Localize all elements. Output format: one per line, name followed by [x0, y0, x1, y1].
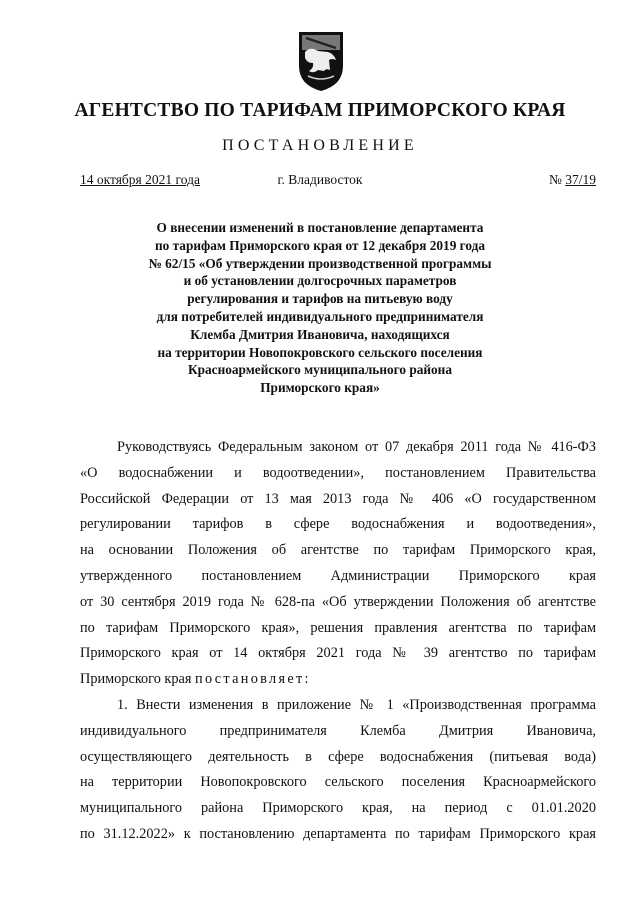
document-city: г. Владивосток: [277, 172, 363, 187]
body-line: Приморского края от 14 октября 2021 года № 39 агентство по тарифам: [80, 645, 596, 662]
document-title: [60, 219, 580, 397]
title-line: О внесении изменений в постановление департамента: [156, 220, 484, 235]
coat-of-arms-icon: [296, 30, 346, 92]
title-line: Приморского края»: [260, 380, 380, 396]
body-line: на основании Положения об агентстве по тарифам Приморского края,: [80, 542, 596, 559]
body-line: муниципального района Приморского края, на период с 01.01.2020: [80, 800, 596, 817]
title-line: и об установлении долгосрочных параметров: [183, 273, 457, 289]
document-body: [80, 435, 596, 848]
body-line: на территории Новопокровского сельского поселения Красноармейского: [80, 774, 596, 791]
body-line: от 30 сентября 2019 года № 628-па «Об утверждении Положения об агентстве: [80, 593, 596, 610]
body-line: Российской Федерации от 13 мая 2013 года № 406 «О государственном: [80, 490, 596, 507]
body-line: Руководствуясь Федеральным законом от 07 декабря 2011 года № 416-ФЗ: [117, 439, 596, 455]
number-prefix: №: [548, 172, 566, 187]
title-line: для потребителей индивидуального предпринимателя: [156, 308, 484, 324]
document-number: [549, 172, 596, 188]
body-line: осуществляющего деятельность в сфере водоснабжения (питьевая вода): [80, 748, 596, 765]
title-line: по тарифам Приморского края от 12 декабря 2019 года: [154, 237, 486, 253]
body-line: индивидуального предпринимателя Клемба Дмитрия Ивановича,: [80, 722, 596, 739]
body-text: Приморского края: [80, 671, 196, 688]
number-value: 37/19: [565, 172, 596, 187]
body-line: по тарифам Приморского края», решения правления агентства по тарифам: [80, 619, 596, 636]
title-line: на территории Новопокровского сельского поселения: [157, 344, 483, 360]
title-line: № 62/15 «Об утверждении производственной программы: [148, 255, 492, 271]
body-line: 1. Внести изменения в приложение № 1 «Производственная программа: [117, 696, 596, 713]
body-line-last: [80, 667, 596, 693]
resolution-keyword: постановляет:: [195, 671, 311, 688]
title-line: Красноармейского муниципального района: [188, 362, 452, 378]
agency-name: АГЕНТСТВО ПО ТАРИФАМ ПРИМОРСКОГО КРАЯ: [74, 100, 566, 121]
document-date: 14 октября 2021 года: [80, 172, 200, 187]
document-type: ПОСТАНОВЛЕНИЕ: [222, 137, 418, 154]
body-line: утвержденного постановлением Администрации Приморского края: [80, 567, 596, 584]
body-line: регулировании тарифов в сфере водоснабжения и водоотведения»,: [80, 516, 596, 533]
title-line: Клемба Дмитрия Ивановича, находящихся: [190, 326, 450, 342]
body-line: «О водоснабжении и водоотведении», постановлением Правительства: [80, 464, 596, 481]
title-line: регулирования и тарифов на питьевую воду: [187, 291, 453, 307]
body-line: по 31.12.2022» к постановлению департамента по тарифам Приморского края: [80, 825, 596, 842]
